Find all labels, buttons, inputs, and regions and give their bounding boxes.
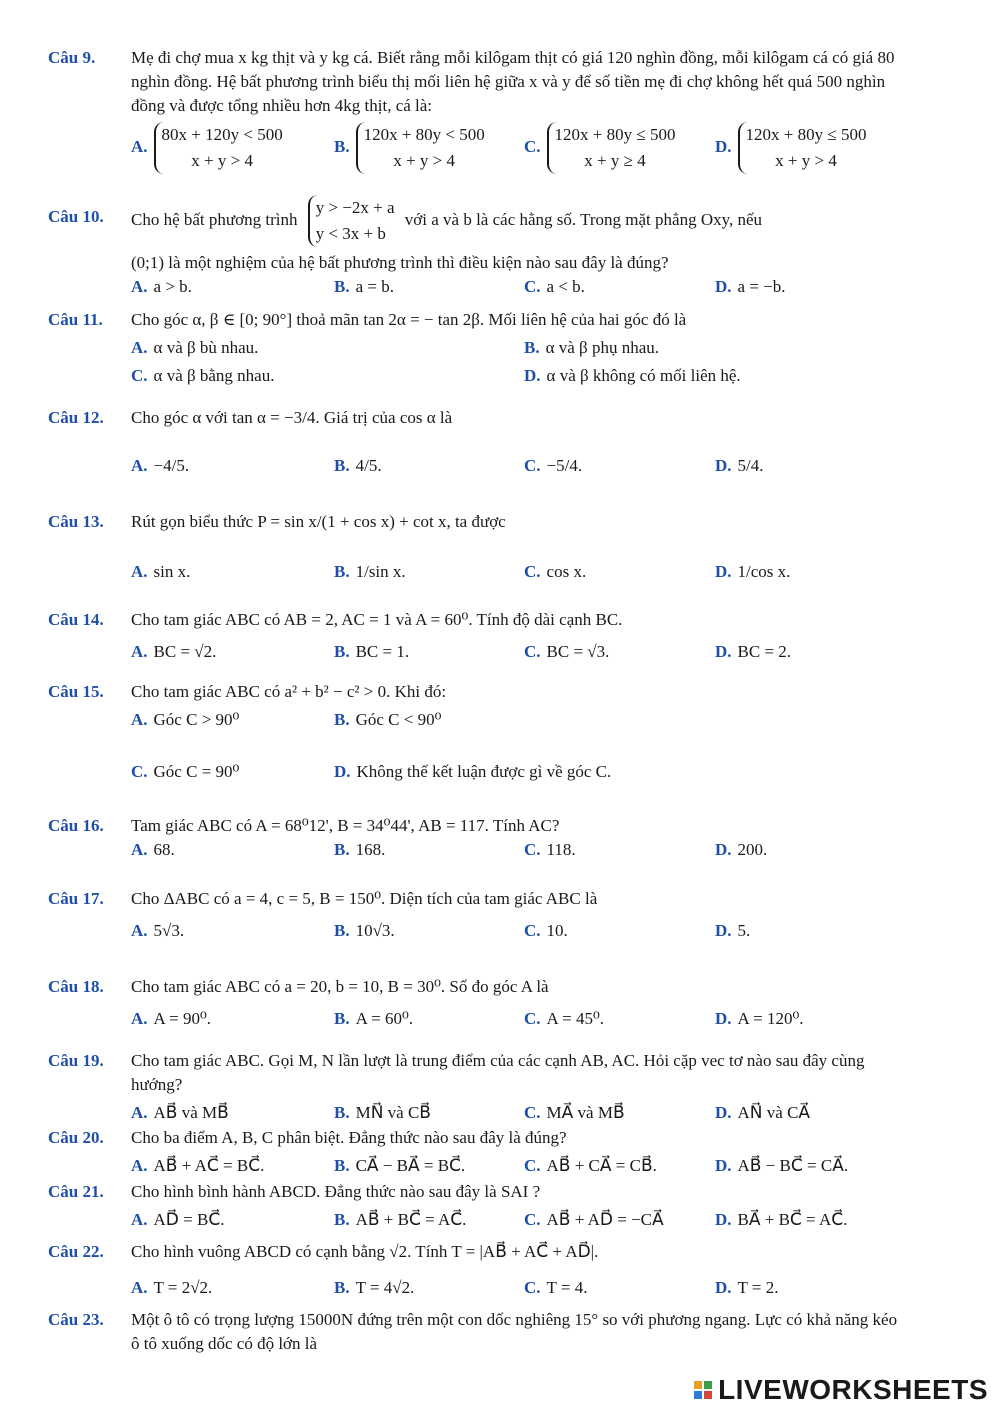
question-label: Câu 17.: [48, 889, 104, 908]
question-text: Cho tam giác ABC. Gọi M, N lần lượt là trung điểm của các cạnh AB, AC. Hỏi cặp vec tơ nào sau đây cùng hướng?: [131, 1051, 869, 1094]
question-text: Cho tam giác ABC có AB = 2, AC = 1 và A = 60⁰. Tính độ dài cạnh BC.: [131, 610, 623, 629]
option-c[interactable]: C. Góc C = 90⁰: [131, 762, 240, 781]
question-text: Cho tam giác ABC có a² + b² − c² > 0. Khi đó:: [131, 682, 447, 701]
option-b[interactable]: B. A = 60⁰.: [334, 1009, 414, 1028]
question-10: Câu 10. Cho hệ bất phương trình y > −2x + a y < 3x + b với a và b là các hằng số. Trong mặt phẳng Oxy, nếu (0;1) là một nghiệm của hệ bất phương trình thì điều kiện nào sau đây là đúng? A. a > b. B. a = b. C. a < b. D. a = −b.: [48, 195, 905, 305]
option-a[interactable]: A. Góc C > 90⁰: [131, 710, 240, 729]
question-20: [48, 1126, 905, 1184]
question-label: Câu 11.: [48, 310, 103, 329]
option-c[interactable]: C. cos x.: [524, 562, 587, 581]
option-c[interactable]: C. α và β bằng nhau.: [131, 366, 275, 385]
option-b[interactable]: B. α và β phụ nhau.: [524, 338, 659, 357]
option-d[interactable]: D. BA⃗ + BC⃗ = AC⃗.: [715, 1210, 848, 1229]
question-label: Câu 16.: [48, 816, 104, 835]
option-a[interactable]: A. a > b.: [131, 277, 192, 296]
question-text: Cho ba điểm A, B, C phân biệt. Đẳng thức nào sau đây là đúng?: [131, 1128, 567, 1147]
option-b[interactable]: B. 1/sin x.: [334, 562, 406, 581]
question-text-2: (0;1) là một nghiệm của hệ bất phương trình thì điều kiện nào sau đây là đúng?: [131, 253, 669, 272]
question-label: Câu 23.: [48, 1310, 104, 1329]
question-text: Cho hình bình hành ABCD. Đẳng thức nào sau đây là SAI ?: [131, 1182, 541, 1201]
question-13: [48, 510, 905, 590]
question-15: [48, 680, 905, 790]
question-18: [48, 975, 905, 1037]
question-label: Câu 22.: [48, 1242, 104, 1261]
option-d[interactable]: D. 5.: [715, 921, 751, 940]
option-a[interactable]: A. AB⃗ và MB⃗: [131, 1103, 229, 1122]
question-label: Câu 10.: [48, 207, 104, 226]
option-a[interactable]: A. 80x + 120y < 500 x + y > 4: [131, 122, 283, 174]
option-d[interactable]: D. T = 2.: [715, 1278, 779, 1297]
question-label: Câu 20.: [48, 1128, 104, 1147]
question-text: Tam giác ABC có A = 68⁰12', B = 34⁰44', AB = 117. Tính AC?: [131, 816, 560, 835]
option-c[interactable]: C. BC = √3.: [524, 642, 610, 661]
option-b[interactable]: B. 168.: [334, 840, 386, 859]
option-a[interactable]: A. A = 90⁰.: [131, 1009, 212, 1028]
option-d[interactable]: D. Không thể kết luận được gì về góc C.: [334, 762, 612, 781]
question-19: [48, 1049, 905, 1131]
option-a[interactable]: A. 5√3.: [131, 921, 185, 940]
option-d[interactable]: D. a = −b.: [715, 277, 786, 296]
question-16: [48, 814, 905, 868]
option-d[interactable]: D. A = 120⁰.: [715, 1009, 804, 1028]
option-c[interactable]: C. 10.: [524, 921, 568, 940]
option-d[interactable]: D. 1/cos x.: [715, 562, 791, 581]
option-c[interactable]: C. −5/4.: [524, 456, 583, 475]
question-11: [48, 308, 905, 392]
question-text: Cho tam giác ABC có a = 20, b = 10, B = 30⁰. Số đo góc A là: [131, 977, 549, 996]
option-d[interactable]: D. 120x + 80y ≤ 500 x + y > 4: [715, 122, 866, 174]
option-b[interactable]: B. 120x + 80y < 500 x + y > 4: [334, 122, 485, 174]
question-text: Một ô tô có trọng lượng 15000N đứng trên một con dốc nghiêng 15° so với phương ngang. Lực có khả năng kéo ô tô xuống dốc có độ lớn là: [131, 1310, 902, 1353]
option-c[interactable]: C. T = 4.: [524, 1278, 588, 1297]
question-17: [48, 887, 905, 949]
question-text: Cho góc α với tan α = −3/4. Giá trị của cos α là: [131, 408, 453, 427]
question-text: Cho góc α, β ∈ [0; 90°] thoả mãn tan 2α = − tan 2β. Mối liên hệ của hai góc đó là: [131, 310, 687, 329]
question-label: Câu 9.: [48, 48, 96, 67]
question-text: Cho hình vuông ABCD có cạnh bằng √2. Tính T = |AB⃗ + AC⃗ + AD⃗|.: [131, 1242, 599, 1261]
question-label: Câu 13.: [48, 512, 104, 531]
question-9: [48, 46, 905, 178]
question-12: [48, 406, 905, 484]
option-b[interactable]: B. CA⃗ − BA⃗ = BC⃗.: [334, 1156, 466, 1175]
option-a[interactable]: A. AD⃗ = BC⃗.: [131, 1210, 225, 1229]
option-c[interactable]: C. 120x + 80y ≤ 500 x + y ≥ 4: [524, 122, 675, 174]
question-14: [48, 608, 905, 670]
option-d[interactable]: D. 5/4.: [715, 456, 764, 475]
option-c[interactable]: C. MA⃗ và MB⃗: [524, 1103, 625, 1122]
question-21: [48, 1180, 905, 1238]
question-text: Mẹ đi chợ mua x kg thịt và y kg cá. Biết rằng mỗi kilôgam thịt có giá 120 nghìn đồng, mỗi kilôgam cá có giá 80 nghìn đồng. Hệ bất phương trình biểu thị mối liên hệ giữa x và y để số tiền mẹ đi chợ không hết quá 500 nghìn đồng và được tổng nhiều hơn 4kg thịt, cá là:: [131, 48, 899, 115]
liveworksheets-logo: [694, 1374, 988, 1406]
question-label: Câu 19.: [48, 1051, 104, 1070]
option-d[interactable]: D. AB⃗ − BC⃗ = CA⃗.: [715, 1156, 849, 1175]
option-a[interactable]: A. BC = √2.: [131, 642, 217, 661]
question-label: Câu 14.: [48, 610, 104, 629]
question-23: [48, 1308, 905, 1356]
question-text: Rút gọn biểu thức P = sin x/(1 + cos x) + cot x, ta được: [131, 512, 506, 531]
option-a[interactable]: A. T = 2√2.: [131, 1278, 213, 1297]
logo-text: LIVEWORKSHEETS: [718, 1374, 988, 1405]
option-a[interactable]: A. sin x.: [131, 562, 191, 581]
option-c[interactable]: C. AB⃗ + CA⃗ = CB⃗.: [524, 1156, 657, 1175]
option-b[interactable]: B. AB⃗ + BC⃗ = AC⃗.: [334, 1210, 467, 1229]
logo-icon: [694, 1381, 712, 1399]
option-c[interactable]: C. AB⃗ + AD⃗ = −CA⃗: [524, 1210, 664, 1229]
question-22: [48, 1240, 905, 1306]
option-d[interactable]: D. 200.: [715, 840, 768, 859]
option-b[interactable]: B. a = b.: [334, 277, 394, 296]
question-label: Câu 18.: [48, 977, 104, 996]
option-c[interactable]: C. a < b.: [524, 277, 585, 296]
option-a[interactable]: A. −4/5.: [131, 456, 190, 475]
option-a[interactable]: A. α và β bù nhau.: [131, 338, 259, 357]
option-b[interactable]: B. T = 4√2.: [334, 1278, 415, 1297]
question-label: Câu 15.: [48, 682, 104, 701]
question-label: Câu 21.: [48, 1182, 104, 1201]
option-c[interactable]: C. 118.: [524, 840, 576, 859]
option-d[interactable]: D. BC = 2.: [715, 642, 792, 661]
question-label: Câu 12.: [48, 408, 104, 427]
option-d[interactable]: D. AN⃗ và CA⃗: [715, 1103, 811, 1122]
option-b[interactable]: B. Góc C < 90⁰: [334, 710, 442, 729]
option-b[interactable]: B. BC = 1.: [334, 642, 410, 661]
option-a[interactable]: A. 68.: [131, 840, 175, 859]
option-c[interactable]: C. A = 45⁰.: [524, 1009, 605, 1028]
option-b[interactable]: B. 10√3.: [334, 921, 395, 940]
option-b[interactable]: B. 4/5.: [334, 456, 382, 475]
option-d[interactable]: D. α và β không có mối liên hệ.: [524, 366, 741, 385]
inequality-system: y > −2x + a y < 3x + b: [308, 195, 395, 247]
question-text: Cho hệ bất phương trình: [131, 209, 298, 229]
option-b[interactable]: B. MN⃗ và CB⃗: [334, 1103, 431, 1122]
option-a[interactable]: A. AB⃗ + AC⃗ = BC⃗.: [131, 1156, 265, 1175]
question-text: Cho ΔABC có a = 4, c = 5, B = 150⁰. Diện tích của tam giác ABC là: [131, 889, 598, 908]
